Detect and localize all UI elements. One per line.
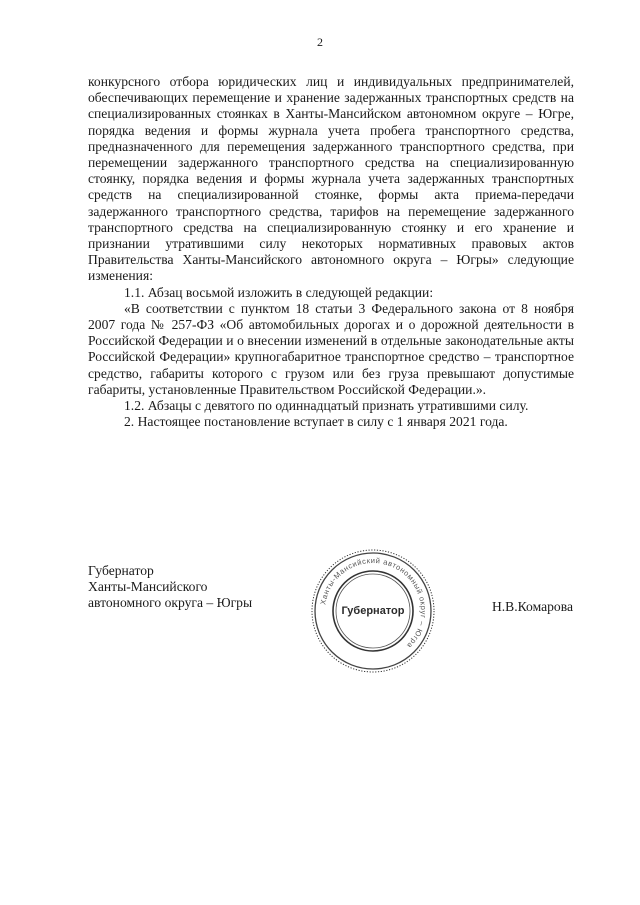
paragraph-intro: конкурсного отбора юридических лиц и индивидуальных предпринимателей, обеспечивающих перемещение и хранение задержанных транспортных средств на специализированных стоянках в Ханты-Мансийском автономном округе – Югре, порядка ведения и формы журнала учета пробега транспортного средства, предназначенного для перемещения задержанного транспортного средства, при перемещении задержанного транспортного средства на специализированную стоянку, порядка ведения и формы журнала учета задержанных транспортных средств на специализированной стоянке, формы акта приема-передачи задержанного транспортного средства, тарифов на перемещение задержанного транспортного средства на специализированную стоянку и его хранение и признании утратившими силу некоторых нормативных правовых актов Правительства Ханты-Мансийского автономного округа – Югры» следующие изменения:: [88, 74, 574, 284]
official-stamp: [309, 547, 437, 675]
paragraph-quote: «В соответствии с пунктом 18 статьи 3 Федерального закона от 8 ноября 2007 года № 257-ФЗ «Об автомобильных дорогах и о дорожной деятельности в Российской Федерации и о внесении изменений в отдельные законодательные акты Российской Федерации» крупногабаритное транспортное средство – транспортное средство, габариты которого с грузом или без груза превышают допустимые габариты, установленные Правительством Российской Федерации.».: [88, 300, 574, 397]
signatory-title-line2: Ханты-Мансийского: [88, 579, 208, 595]
page-number: 2: [317, 35, 323, 49]
document-body: [88, 74, 574, 430]
paragraph-1-2: 1.2. Абзацы с девятого по одиннадцатый признать утратившими силу.: [124, 398, 529, 414]
stamp-center-text: Губернатор: [341, 605, 405, 617]
stamp-ring-text: Ханты-Мансийский автономный округ – Югра: [318, 555, 429, 651]
signatory-title-line3: автономного округа – Югры: [88, 595, 253, 611]
signatory-title-line1: Губернатор: [88, 563, 154, 578]
paragraph-1-1: 1.1. Абзац восьмой изложить в следующей редакции:: [124, 284, 434, 300]
paragraph-2: 2. Настоящее постановление вступает в силу с 1 января 2021 года.: [124, 414, 508, 430]
signatory-title: [88, 563, 252, 612]
signatory-name: Н.В.Комарова: [491, 599, 573, 614]
